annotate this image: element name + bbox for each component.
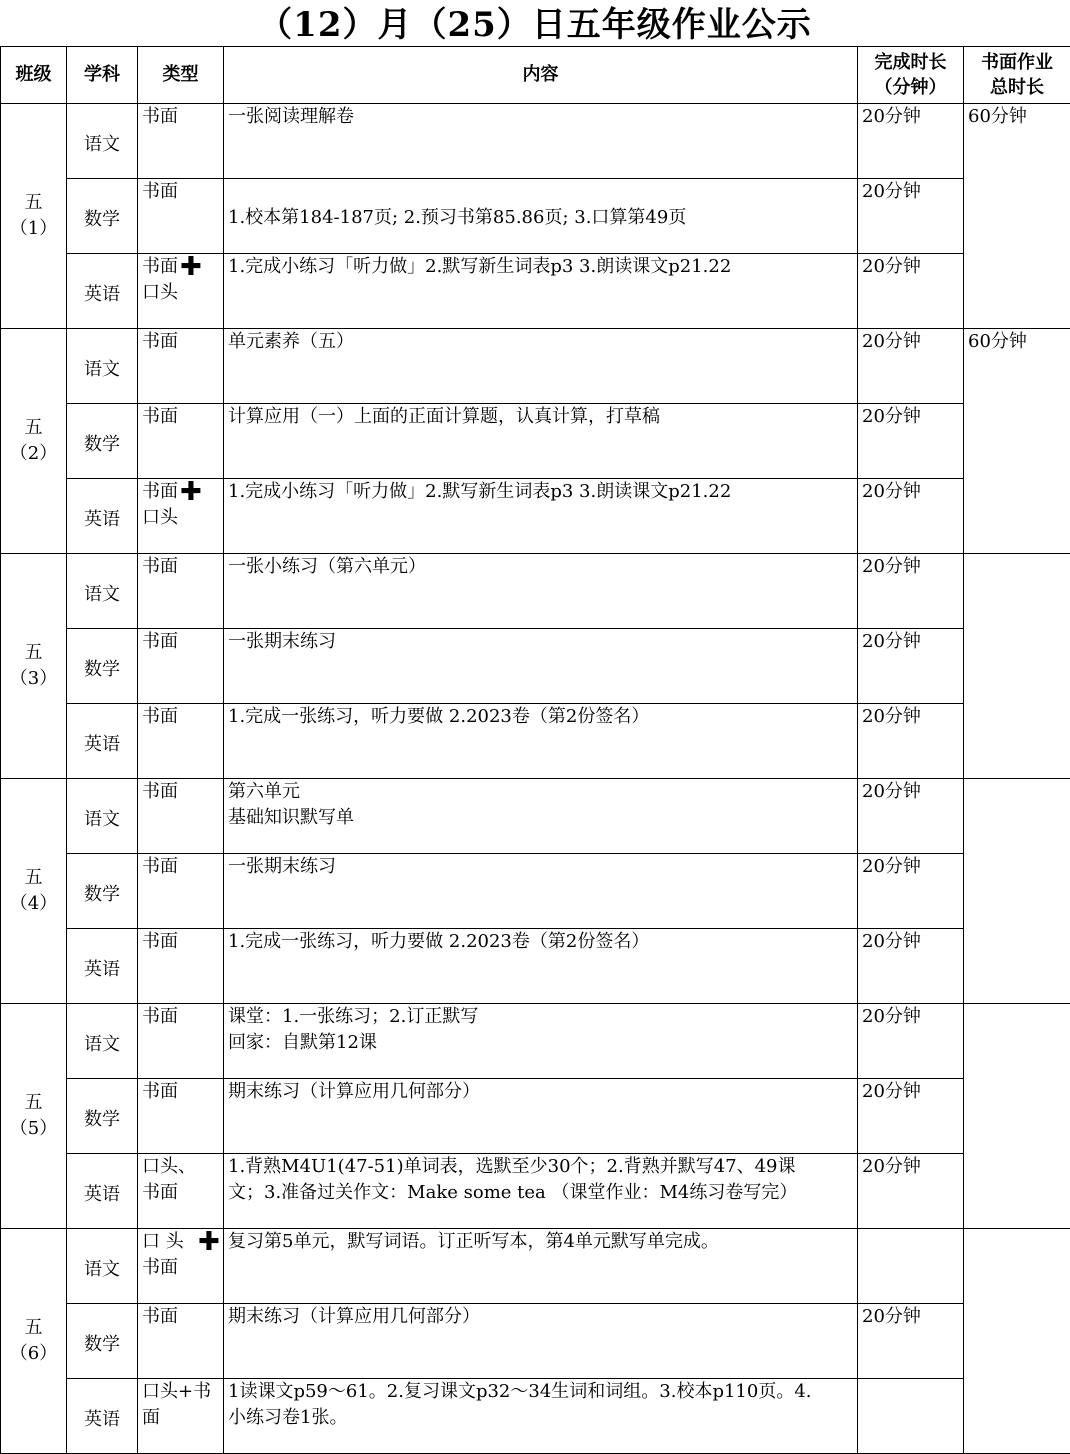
plus-icon: ✚ [180, 254, 202, 280]
type-cell [138, 854, 224, 929]
type-cell [138, 1154, 224, 1229]
class-grade: 五 [1, 640, 66, 666]
content-text: 一张阅读理解卷 [228, 106, 354, 127]
duration-cell [858, 1079, 964, 1154]
duration-text: 20分钟 [862, 481, 921, 502]
duration-text: 20分钟 [862, 1006, 921, 1027]
duration-cell [858, 254, 964, 329]
type-cell [138, 404, 224, 479]
subject-label: 语文 [67, 574, 137, 608]
subject-cell [67, 1004, 138, 1079]
content-cell [224, 1079, 858, 1154]
type-label: 书面 [142, 556, 178, 577]
class-number: （3） [1, 666, 66, 692]
class-grade: 五 [1, 1090, 66, 1116]
type-cell [138, 329, 224, 404]
duration-cell [858, 629, 964, 704]
content-cell [224, 1304, 858, 1379]
subject-label: 数学 [67, 874, 137, 908]
content-text: 计算应用（一）上面的正面计算题，认真计算，打草稿 [228, 406, 660, 427]
header-subject: 学科 [67, 47, 138, 104]
duration-cell [858, 329, 964, 404]
subject-label: 数学 [67, 1324, 137, 1358]
content-cell [224, 254, 858, 329]
subject-cell [67, 329, 138, 404]
type-label: 书面 [142, 181, 178, 202]
subject-label: 语文 [67, 1024, 137, 1058]
subject-label: 英语 [67, 724, 137, 758]
content-cell [224, 104, 858, 179]
table-row [1, 704, 1070, 779]
subject-cell [67, 479, 138, 554]
content-text: 单元素养（五） [228, 331, 354, 352]
total-cell [964, 554, 1070, 779]
type-cell [138, 629, 224, 704]
type-cell [138, 479, 224, 554]
duration-text: 20分钟 [862, 931, 921, 952]
header-duration: 完成时长 （分钟） [858, 47, 964, 104]
duration-text: 20分钟 [862, 181, 921, 202]
type-label: 书面 口头 [142, 481, 178, 528]
type-label: 书面 [142, 631, 178, 652]
class-cell [1, 329, 67, 554]
duration-cell [858, 704, 964, 779]
duration-text: 20分钟 [862, 256, 921, 277]
type-cell [138, 179, 224, 254]
header-content: 内容 [224, 47, 858, 104]
content-cell [224, 779, 858, 854]
subject-label: 语文 [67, 1249, 137, 1283]
content-text: 一张小练习（第六单元） [228, 556, 426, 577]
content-text: 1.校本第184-187页; 2.预习书第85.86页; 3.口算第49页 [228, 207, 686, 228]
subject-label: 英语 [67, 1174, 137, 1208]
subject-cell [67, 629, 138, 704]
page-title: （12）月（25）日五年级作业公示 [0, 0, 1070, 46]
duration-cell [858, 104, 964, 179]
duration-text: 20分钟 [862, 331, 921, 352]
duration-cell [858, 1004, 964, 1079]
type-label: 书面 [142, 331, 178, 352]
table-row [1, 104, 1070, 179]
duration-text: 20分钟 [862, 1156, 921, 1177]
duration-cell [858, 854, 964, 929]
type-cell [138, 1304, 224, 1379]
class-number: （2） [1, 441, 66, 467]
subject-cell [67, 779, 138, 854]
subject-label: 语文 [67, 349, 137, 383]
table-row [1, 629, 1070, 704]
header-class: 班级 [1, 47, 67, 104]
type-label: 书面 [142, 856, 178, 877]
class-grade: 五 [1, 865, 66, 891]
total-cell [964, 1229, 1070, 1454]
content-text: 期末练习（计算应用几何部分） [228, 1306, 480, 1327]
content-text: 第六单元 基础知识默写单 [228, 781, 354, 828]
class-number: （1） [1, 216, 66, 242]
content-text: 复习第5单元，默写词语。订正听写本，第4单元默写单完成。 [228, 1231, 719, 1252]
content-text: 1读课文p59～61。2.复习课文p32～34生词和词组。3.校本p110页。4. 小练习卷1张。 [228, 1381, 812, 1428]
content-text: 1.完成小练习「听力做」2.默写新生词表p3 3.朗读课文p21.22 [228, 256, 731, 277]
type-cell [138, 1379, 224, 1454]
duration-cell [858, 404, 964, 479]
duration-text: 20分钟 [862, 106, 921, 127]
duration-cell [858, 1304, 964, 1379]
subject-label: 语文 [67, 799, 137, 833]
subject-label: 英语 [67, 949, 137, 983]
duration-text: 20分钟 [862, 406, 921, 427]
type-cell [138, 779, 224, 854]
type-cell [138, 1004, 224, 1079]
subject-cell [67, 1304, 138, 1379]
total-cell [964, 1004, 1070, 1229]
type-label: 书面 [142, 1081, 178, 1102]
subject-cell [67, 704, 138, 779]
type-label: 书面 [142, 1006, 178, 1027]
type-label: 口 头 书面 [142, 1231, 184, 1278]
total-text: 60分钟 [968, 331, 1027, 352]
table-row [1, 1079, 1070, 1154]
type-cell [138, 929, 224, 1004]
type-label: 口头+书 面 [142, 1381, 211, 1428]
content-cell [224, 1004, 858, 1079]
subject-cell [67, 1379, 138, 1454]
class-cell [1, 104, 67, 329]
class-grade: 五 [1, 415, 66, 441]
class-cell [1, 1229, 67, 1454]
class-number: （5） [1, 1116, 66, 1142]
type-label: 书面 [142, 1306, 178, 1327]
content-text: 1.背熟M4U1(47-51)单词表，选默至少30个；2.背熟并默写47、49课 文；3.准备过关作文：Make some tea （课堂作业：M4练习卷写完） [228, 1156, 797, 1203]
content-text: 1.完成小练习「听力做」2.默写新生词表p3 3.朗读课文p21.22 [228, 481, 731, 502]
class-cell [1, 554, 67, 779]
subject-label: 数学 [67, 649, 137, 683]
type-label: 书面 [142, 106, 178, 127]
type-cell [138, 554, 224, 629]
table-row [1, 779, 1070, 854]
subject-cell [67, 254, 138, 329]
duration-cell [858, 1379, 964, 1454]
type-cell [138, 1229, 224, 1304]
subject-cell [67, 404, 138, 479]
table-row [1, 929, 1070, 1004]
type-label: 口头、 书面 [142, 1156, 196, 1203]
subject-cell [67, 854, 138, 929]
subject-label: 数学 [67, 424, 137, 458]
content-cell [224, 929, 858, 1004]
duration-cell [858, 929, 964, 1004]
table-row [1, 1304, 1070, 1379]
plus-icon: ✚ [180, 479, 202, 505]
type-label: 书面 [142, 781, 178, 802]
content-cell [224, 404, 858, 479]
total-cell [964, 104, 1070, 329]
table-row [1, 1379, 1070, 1454]
subject-cell [67, 929, 138, 1004]
duration-cell [858, 479, 964, 554]
class-cell [1, 779, 67, 1004]
content-cell [224, 329, 858, 404]
duration-text: 20分钟 [862, 856, 921, 877]
subject-cell [67, 1229, 138, 1304]
duration-text: 20分钟 [862, 781, 921, 802]
class-cell [1, 1004, 67, 1229]
table-row [1, 854, 1070, 929]
content-cell [224, 704, 858, 779]
homework-table [0, 46, 1070, 1454]
content-cell [224, 1379, 858, 1454]
class-grade: 五 [1, 190, 66, 216]
type-cell [138, 704, 224, 779]
content-cell [224, 179, 858, 254]
type-cell [138, 1079, 224, 1154]
subject-cell [67, 1079, 138, 1154]
subject-label: 英语 [67, 499, 137, 533]
content-cell [224, 554, 858, 629]
duration-cell [858, 1229, 964, 1304]
content-text: 一张期末练习 [228, 856, 336, 877]
subject-label: 数学 [67, 199, 137, 233]
subject-label: 数学 [67, 1099, 137, 1133]
content-text: 1.完成一张练习，听力要做 2.2023卷（第2份签名） [228, 931, 649, 952]
content-cell [224, 1154, 858, 1229]
plus-icon: ✚ [198, 1229, 220, 1255]
subject-label: 英语 [67, 1399, 137, 1433]
header-total: 书面作业 总时长 [964, 47, 1070, 104]
duration-text: 20分钟 [862, 1306, 921, 1327]
content-cell [224, 479, 858, 554]
table-row [1, 554, 1070, 629]
content-cell [224, 629, 858, 704]
content-text: 1.完成一张练习，听力要做 2.2023卷（第2份签名） [228, 706, 649, 727]
header-row [1, 47, 1070, 104]
duration-text: 20分钟 [862, 706, 921, 727]
total-text: 60分钟 [968, 106, 1027, 127]
type-cell [138, 254, 224, 329]
duration-cell [858, 179, 964, 254]
type-label: 书面 口头 [142, 256, 178, 303]
class-number: （4） [1, 891, 66, 917]
table-row [1, 479, 1070, 554]
duration-text: 20分钟 [862, 631, 921, 652]
table-row [1, 254, 1070, 329]
subject-label: 英语 [67, 274, 137, 308]
total-cell [964, 329, 1070, 554]
table-row [1, 1229, 1070, 1304]
type-cell [138, 104, 224, 179]
class-grade: 五 [1, 1315, 66, 1341]
content-text: 课堂：1.一张练习；2.订正默写 回家：自默第12课 [228, 1006, 478, 1053]
table-row [1, 404, 1070, 479]
total-cell [964, 779, 1070, 1004]
duration-text: 20分钟 [862, 1081, 921, 1102]
duration-cell [858, 554, 964, 629]
duration-text: 20分钟 [862, 556, 921, 577]
subject-cell [67, 104, 138, 179]
table-row [1, 179, 1070, 254]
class-number: （6） [1, 1341, 66, 1367]
table-body [1, 104, 1070, 1454]
content-cell [224, 1229, 858, 1304]
content-text: 期末练习（计算应用几何部分） [228, 1081, 480, 1102]
type-label: 书面 [142, 706, 178, 727]
subject-cell [67, 179, 138, 254]
type-label: 书面 [142, 406, 178, 427]
table-row [1, 1154, 1070, 1229]
header-type: 类型 [138, 47, 224, 104]
duration-cell [858, 779, 964, 854]
subject-cell [67, 1154, 138, 1229]
subject-cell [67, 554, 138, 629]
content-text: 一张期末练习 [228, 631, 336, 652]
content-cell [224, 854, 858, 929]
type-label: 书面 [142, 931, 178, 952]
subject-label: 语文 [67, 124, 137, 158]
table-row [1, 1004, 1070, 1079]
table-row [1, 329, 1070, 404]
duration-cell [858, 1154, 964, 1229]
